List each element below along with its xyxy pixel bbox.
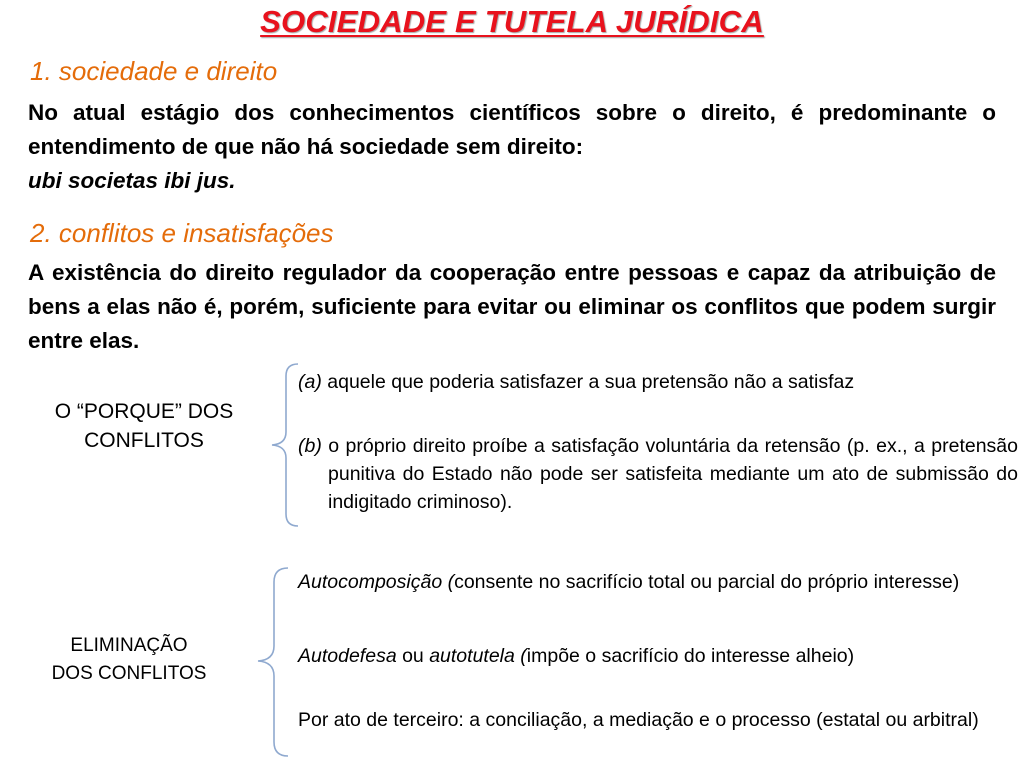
eliminacao-item-autocomposicao	[298, 568, 1018, 596]
porque-item-b	[298, 432, 1018, 516]
eliminacao-item-autodefesa	[298, 642, 1018, 670]
section-2-paragraph: A existência do direito regulador da cooperação entre pessoas e capaz da atribuição de bens a elas não é, porém, suficiente para evitar ou eliminar os conflitos que podem surgir entre elas.	[28, 260, 996, 353]
section-1-body: No atual estágio dos conhecimentos científicos sobre o direito, é predominante o entendimento de que não há sociedade sem direito:	[28, 100, 996, 159]
section-1-paragraph	[28, 96, 996, 198]
autocomposicao-term: Autocomposição (	[298, 571, 455, 593]
autotutela-term: autotutela (	[429, 645, 527, 667]
porque-label	[14, 397, 274, 455]
porque-item-b-marker: (b)	[298, 435, 322, 457]
porque-item-a-text: aquele que poderia satisfazer a sua pretensão não a satisfaz	[321, 371, 855, 393]
porque-label-line-2: CONFLITOS	[84, 429, 204, 452]
autodefesa-text: impõe o sacrifício do interesse alheio)	[526, 645, 855, 667]
porque-item-b-text: o próprio direito proíbe a satisfação voluntária da retensão (p. ex., a pretensão punitiva do Estado não pode ser satisfeita mediante um ato de submissão do indigitado criminoso).	[321, 435, 1018, 513]
section-1-latin-phrase: ubi societas ibi jus.	[28, 168, 236, 193]
eliminacao-label-line-2: DOS CONFLITOS	[51, 663, 207, 684]
eliminacao-label	[14, 632, 244, 688]
autodefesa-term: Autodefesa	[298, 645, 397, 667]
eliminacao-brace	[254, 566, 294, 758]
autocomposicao-text: consente no sacrifício total ou parcial do próprio interesse)	[454, 571, 960, 593]
autodefesa-connector: ou	[396, 645, 430, 667]
section-2-heading: 2. conflitos e insatisfações	[30, 218, 334, 248]
porque-label-line-1: O “PORQUE” DOS	[54, 400, 234, 423]
section-1-heading: 1. sociedade e direito	[30, 56, 278, 86]
porque-item-a	[298, 368, 1018, 396]
porque-item-a-marker: (a)	[298, 371, 322, 393]
eliminacao-label-line-1: ELIMINAÇÃO	[70, 635, 188, 656]
slide-title: SOCIEDADE E TUTELA JURÍDICA	[260, 4, 764, 39]
eliminacao-item-terceiro: Por ato de terceiro: a conciliação, a mediação e o processo (estatal ou arbitral)	[298, 709, 979, 731]
